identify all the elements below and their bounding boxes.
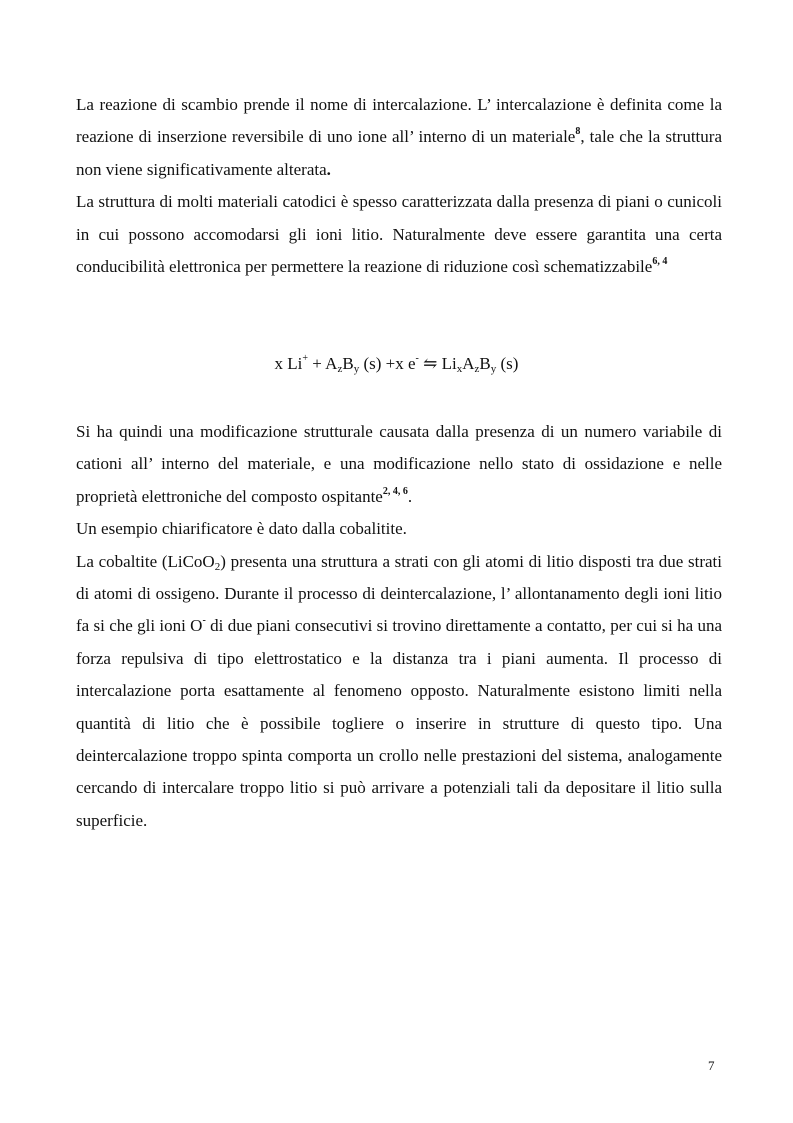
paragraph-cathode-structure [76,186,722,283]
formula-superscript: + [302,353,309,364]
reference-superscript: 8 [575,126,581,138]
ion-charge-superscript: - [202,615,206,627]
paragraph-end-mark: . [326,159,331,179]
reference-superscript: 2, 4, 6 [382,485,408,497]
paragraph-text: Si ha quindi una modificazione strutturale causata dalla presenza di un numero variabile di cationi all’ interno del materiale, e una modificazione nello stato di ossidazione e nelle proprietà elettroniche del composto ospitante [76,422,722,506]
paragraph-text: ) presenta una struttura a strati con gli atomi di litio disposti tra due strati di atomi di ossigeno. Durante il processo di deintercalazione, l’ allontanamento degli ioni litio fa si che gli ioni O [76,551,722,636]
paragraph-structural-modification [76,416,722,513]
chemical-subscript: 2 [214,560,221,573]
paragraph-end-mark: . [407,486,413,506]
formula-text: + A [308,354,338,373]
page-number: 7 [708,1058,715,1073]
formula-subscript: z [337,363,343,375]
text-block-bottom [76,416,722,837]
formula-subscript: z [474,363,480,375]
formula-text: B [342,354,354,373]
formula-text: B [479,354,491,373]
reference-superscript: 6, 4 [652,256,668,268]
formula-superscript: - [415,353,419,364]
formula-text: (s) [496,354,519,373]
formula-subscript: y [353,363,360,375]
text-block-top [76,89,722,283]
paragraph-text: Un esempio chiarificatore è dato dalla cobalitite. [76,519,407,539]
reaction-formula [0,349,793,379]
paragraph-text: La reazione di scambio prende il nome di intercalazione. L’ intercalazione è definita come la reazione di inserzione reversibile di uno ione all’ interno di un materiale [76,95,722,147]
paragraph-text: La cobaltite (LiCoO [76,551,215,571]
formula-text: A [462,354,475,373]
formula-text: ⇋ Li [418,354,457,373]
paragraph-cobaltite [76,546,722,838]
paragraph-intercalation-definition [76,89,722,186]
paragraph-text: , tale che la struttura non viene significativamente alterata [76,127,722,179]
paragraph-example-intro [76,513,722,545]
formula-subscript: x [456,363,463,375]
paragraph-text: di due piani consecutivi si trovino direttamente a contatto, per cui si ha una forza repulsiva di tipo elettrostatico e la distanza tra i piani aumenta. Il processo di intercalazione porta esattamente al fenomeno opposto. Naturalmente esistono limiti nella quantità di litio che è possibile togliere o inserire in strutture di questo tipo. Una deintercalazione troppo spinta comporta un crollo nelle prestazioni del sistema, analogamente cercando di intercalare troppo litio si può arrivare a potenziali tali da depositare il litio sulla superficie. [76,616,722,830]
paragraph-text: La struttura di molti materiali catodici è spesso caratterizzata dalla presenza di piani o cunicoli in cui possono accomodarsi gli ioni litio. Naturalmente deve essere garantita una certa conducibilità elettronica per permettere la reazione di riduzione così schematizzabile [76,192,722,277]
formula-text: (s) +x e [359,354,416,373]
formula-text: x Li [274,354,303,373]
formula-subscript: y [490,363,497,375]
